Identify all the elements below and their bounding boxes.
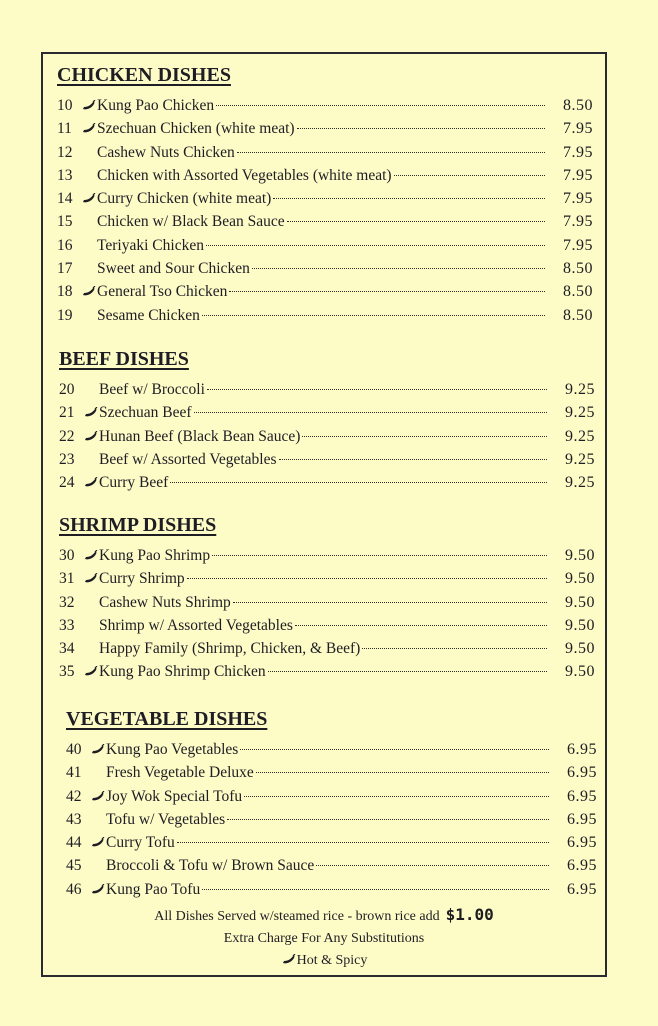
item-price: 7.95 <box>563 190 593 208</box>
item-price: 7.95 <box>563 236 593 254</box>
item-name: Curry Beef <box>99 474 169 492</box>
item-price: 7.95 <box>563 120 593 138</box>
dot-leader <box>316 865 549 866</box>
item-price: 6.95 <box>567 741 597 758</box>
item-list <box>59 544 595 684</box>
menu-item <box>66 854 597 877</box>
chili-pepper-icon <box>90 878 106 901</box>
item-name: Broccoli & Tofu w/ Brown Sauce <box>106 857 315 875</box>
section-beef <box>43 346 605 494</box>
menu-item <box>57 94 593 117</box>
dot-leader <box>216 105 545 106</box>
menu-item <box>59 544 595 567</box>
menu-item <box>59 401 595 424</box>
dot-leader <box>202 315 545 316</box>
item-price: 9.25 <box>565 404 595 422</box>
chili-pepper-icon <box>90 831 106 854</box>
chili-pepper-icon <box>81 187 97 210</box>
item-name: Joy Wok Special Tofu <box>106 787 243 805</box>
chili-pepper-icon <box>281 950 297 972</box>
dot-leader <box>302 436 547 437</box>
menu-item <box>57 164 593 187</box>
item-name: General Tso Chicken <box>97 283 228 301</box>
item-number: 24 <box>59 474 75 492</box>
item-price: 6.95 <box>567 880 597 898</box>
dot-leader <box>237 152 545 153</box>
menu-item <box>57 187 593 210</box>
chili-pepper-icon <box>83 425 99 448</box>
item-number: 23 <box>59 450 75 468</box>
menu-item <box>57 234 593 257</box>
menu-item <box>59 567 595 590</box>
chili-pepper-icon <box>83 567 99 590</box>
item-price: 6.95 <box>567 834 597 852</box>
dot-leader <box>295 625 547 626</box>
dot-leader <box>394 175 545 176</box>
item-name: Beef w/ Broccoli <box>99 381 205 398</box>
footer-legend <box>43 950 605 972</box>
item-price: 6.95 <box>567 857 597 875</box>
menu-item <box>57 304 593 327</box>
menu-item <box>59 591 595 614</box>
menu-item <box>59 614 595 637</box>
item-name: Szechuan Beef <box>99 404 192 422</box>
chili-pepper-icon <box>81 280 97 303</box>
item-price: 7.95 <box>563 143 593 161</box>
item-price: 6.95 <box>567 810 597 828</box>
item-price: 6.95 <box>567 764 597 782</box>
dot-leader <box>177 842 549 843</box>
dot-leader <box>233 602 547 603</box>
dot-leader <box>362 648 547 649</box>
item-number: 42 <box>66 787 82 805</box>
chili-pepper-icon <box>90 738 106 761</box>
menu-item <box>66 831 597 854</box>
item-name: Happy Family (Shrimp, Chicken, & Beef) <box>99 640 361 658</box>
brown-rice-fee: $1.00 <box>445 905 494 924</box>
item-price: 9.25 <box>565 427 595 445</box>
item-name: Kung Pao Shrimp <box>99 547 211 564</box>
item-list <box>57 94 593 327</box>
footer-line2: Extra Charge For Any Substitutions <box>223 931 425 946</box>
chili-pepper-icon <box>90 785 106 808</box>
item-price: 9.50 <box>565 593 595 611</box>
menu-footer <box>43 904 605 972</box>
item-name: Cashew Nuts Shrimp <box>99 593 231 611</box>
item-name: Curry Chicken (white meat) <box>97 190 272 208</box>
item-number: 41 <box>66 764 82 782</box>
item-name: Shrimp w/ Assorted Vegetables <box>99 616 293 634</box>
item-name: Curry Tofu <box>106 834 175 852</box>
item-number: 11 <box>57 120 72 138</box>
item-number: 46 <box>66 880 82 898</box>
item-name: Kung Pao Chicken <box>97 97 215 114</box>
menu-item <box>66 761 597 784</box>
menu-item <box>66 785 597 808</box>
section-shrimp <box>43 512 605 684</box>
item-list <box>59 378 595 494</box>
item-number: 43 <box>66 810 82 828</box>
dot-leader <box>194 412 547 413</box>
item-price: 9.50 <box>565 640 595 658</box>
item-number: 20 <box>59 381 75 398</box>
item-number: 21 <box>59 404 75 422</box>
item-name: Chicken with Assorted Vegetables (white meat) <box>97 166 392 184</box>
item-name: Cashew Nuts Chicken <box>97 143 235 161</box>
section-title: SHRIMP DISHES <box>59 514 217 536</box>
footer-line1: All Dishes Served w/steamed rice - brown rice add <box>154 909 440 924</box>
item-number: 15 <box>57 213 73 231</box>
item-price: 8.50 <box>563 260 593 278</box>
item-price: 6.95 <box>567 787 597 805</box>
section-vegetable <box>43 706 605 901</box>
item-name: Sesame Chicken <box>97 306 200 324</box>
item-price: 9.50 <box>565 663 595 681</box>
item-name: Tofu w/ Vegetables <box>106 810 226 828</box>
menu-item <box>66 808 597 831</box>
item-number: 34 <box>59 640 75 658</box>
legend-label: Hot & Spicy <box>296 953 368 968</box>
item-number: 16 <box>57 236 73 254</box>
menu-item <box>59 448 595 471</box>
item-price: 9.50 <box>565 570 595 588</box>
item-name: Kung Pao Tofu <box>106 880 201 898</box>
item-price: 8.50 <box>563 306 593 324</box>
item-number: 40 <box>66 741 82 758</box>
dot-leader <box>297 128 545 129</box>
item-name: Kung Pao Shrimp Chicken <box>99 663 266 681</box>
dot-leader <box>287 221 545 222</box>
item-number: 45 <box>66 857 82 875</box>
item-name: Beef w/ Assorted Vegetables <box>99 450 277 468</box>
chili-pepper-icon <box>83 471 99 494</box>
item-price: 8.50 <box>563 283 593 301</box>
item-name: Curry Shrimp <box>99 570 185 588</box>
menu-item <box>59 660 595 683</box>
item-price: 9.25 <box>565 381 595 398</box>
item-name: Chicken w/ Black Bean Sauce <box>97 213 285 231</box>
chili-pepper-icon <box>81 94 97 117</box>
footer-rice-note <box>43 904 605 928</box>
chili-pepper-icon <box>81 117 97 140</box>
section-chicken <box>43 62 605 327</box>
dot-leader <box>212 555 547 556</box>
dot-leader <box>170 482 547 483</box>
item-number: 12 <box>57 143 73 161</box>
menu-item <box>66 878 597 901</box>
chili-pepper-icon <box>83 544 99 567</box>
item-number: 33 <box>59 616 75 634</box>
dot-leader <box>227 819 549 820</box>
item-number: 10 <box>57 97 73 114</box>
menu-item <box>59 378 595 401</box>
chili-pepper-icon <box>83 401 99 424</box>
menu-frame <box>41 52 607 977</box>
item-name: Sweet and Sour Chicken <box>97 260 250 278</box>
menu-item <box>57 141 593 164</box>
dot-leader <box>244 796 549 797</box>
item-number: 30 <box>59 547 75 564</box>
section-title: VEGETABLE DISHES <box>66 708 268 730</box>
item-name: Fresh Vegetable Deluxe <box>106 764 254 782</box>
item-name: Hunan Beef (Black Bean Sauce) <box>99 427 301 445</box>
section-title: BEEF DISHES <box>59 348 189 370</box>
item-number: 18 <box>57 283 73 301</box>
dot-leader <box>202 889 549 890</box>
item-number: 19 <box>57 306 73 324</box>
menu-item <box>57 257 593 280</box>
menu-item <box>66 738 597 761</box>
menu-item <box>59 637 595 660</box>
item-number: 17 <box>57 260 73 278</box>
item-price: 9.50 <box>565 547 595 564</box>
menu-item <box>57 210 593 233</box>
dot-leader <box>240 749 549 750</box>
item-number: 14 <box>57 190 73 208</box>
item-number: 31 <box>59 570 75 588</box>
item-number: 35 <box>59 663 75 681</box>
dot-leader <box>187 578 547 579</box>
dot-leader <box>273 198 545 199</box>
dot-leader <box>256 772 549 773</box>
item-name: Teriyaki Chicken <box>97 236 204 254</box>
item-number: 13 <box>57 166 73 184</box>
item-price: 7.95 <box>563 213 593 231</box>
item-list <box>66 738 597 901</box>
item-price: 9.50 <box>565 616 595 634</box>
dot-leader <box>206 245 545 246</box>
dot-leader <box>252 268 545 269</box>
menu-item <box>59 425 595 448</box>
item-price: 8.50 <box>563 97 593 114</box>
item-number: 32 <box>59 593 75 611</box>
item-number: 22 <box>59 427 75 445</box>
dot-leader <box>279 459 548 460</box>
item-price: 7.95 <box>563 166 593 184</box>
section-title: CHICKEN DISHES <box>57 64 231 86</box>
menu-item <box>57 280 593 303</box>
dot-leader <box>268 671 547 672</box>
dot-leader <box>207 389 547 390</box>
item-name: Kung Pao Vegetables <box>106 741 239 758</box>
menu-item <box>57 117 593 140</box>
chili-pepper-icon <box>83 660 99 683</box>
item-price: 9.25 <box>565 450 595 468</box>
menu-item <box>59 471 595 494</box>
dot-leader <box>229 291 545 292</box>
item-price: 9.25 <box>565 474 595 492</box>
item-name: Szechuan Chicken (white meat) <box>97 120 295 138</box>
item-number: 44 <box>66 834 82 852</box>
